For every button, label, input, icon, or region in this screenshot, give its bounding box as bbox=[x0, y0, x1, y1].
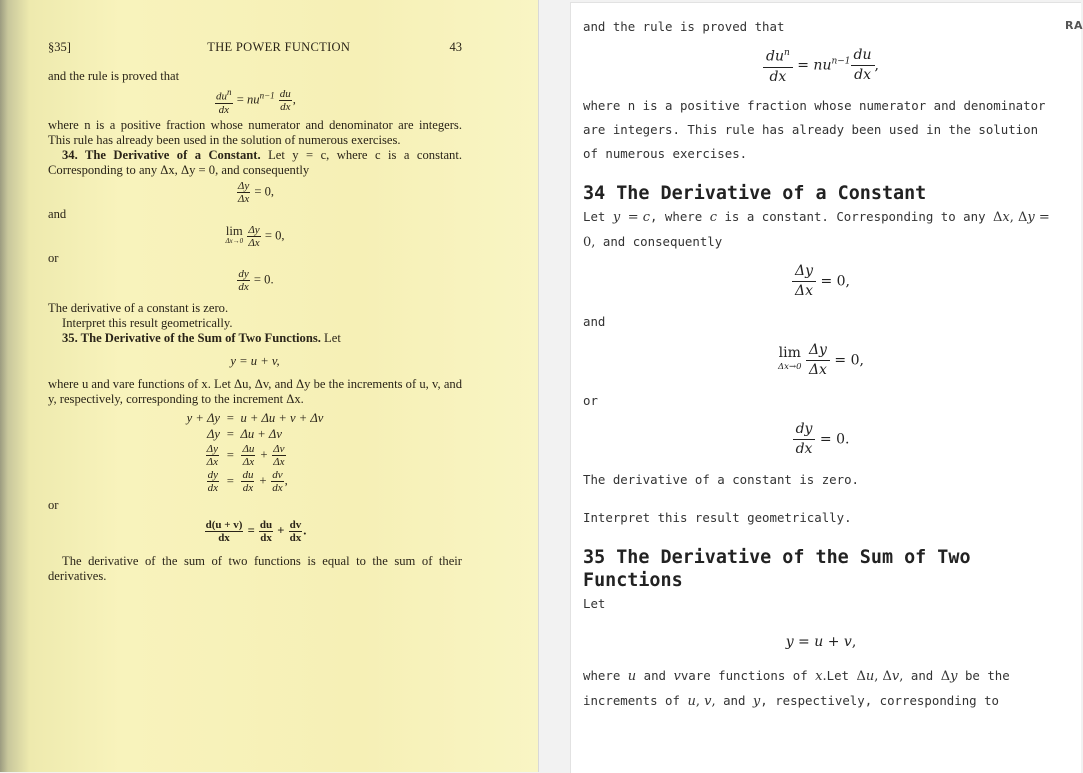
text-vare-functions: vare functions of bbox=[680, 667, 808, 683]
section-heading-35: 35 The Derivative of the Sum of Two Functions bbox=[583, 546, 971, 591]
scan-section-35-let: Let bbox=[324, 330, 341, 345]
text-paragraph bbox=[583, 94, 1059, 166]
text-let: Let bbox=[583, 208, 606, 224]
scan-equation-sum: y = u + v, bbox=[230, 353, 280, 368]
text-let: Let bbox=[826, 667, 850, 683]
text-where: , where bbox=[650, 208, 703, 224]
scan-equation-block: y + Δy = u + Δu + v + Δv Δy = Δu + Δv $\frac{\Delta y}{\Delta x}$ = $\frac{\Delta u}{\Delta x}$ + $\frac{\Delta v}{\Delta x}$ $\frac{dy}{dx}$ = $\frac{du}{dx}$ + $\frac{dv}{dx}$ , bbox=[186, 410, 324, 494]
scan-equation-sum-rule: $\frac{d(u + v)}{dx}$ = $\frac{du}{dx}$ + $\frac{dv}{dx}$ . bbox=[205, 518, 307, 544]
scan-equation-ratio: $\frac{\Delta y}{\Delta x}$ = 0, bbox=[237, 179, 275, 205]
scan-section-34-text: Let y = c, where c is a constant. Corresponding to any Δx, Δy = 0, and consequently bbox=[48, 147, 462, 177]
scanned-page-text bbox=[48, 40, 462, 584]
text-respectively: , respectively, corresponding to bbox=[760, 692, 999, 708]
scan-connector: or bbox=[48, 497, 59, 512]
section-marker: §35] bbox=[48, 40, 71, 54]
equation-limit: lim Δx→0 $\frac{\Delta y}{\Delta x}$ = 0, bbox=[778, 341, 864, 378]
scanned-page bbox=[0, 0, 539, 772]
text-paragraph: and the rule is proved that bbox=[583, 19, 785, 34]
text-and: and bbox=[643, 667, 667, 683]
text-be-the: be the bbox=[964, 667, 1010, 683]
scan-paragraph: where u and vare functions of x. Let Δu, Δv, and Δy be the increments of u, v, and y, respectively, corresponding to the increment Δx. bbox=[48, 376, 462, 406]
text-and: and bbox=[910, 667, 934, 683]
text-is-constant: is a constant. Corresponding to any bbox=[724, 208, 986, 224]
equation-ratio: $\frac{\Delta y}{\Delta x}$ = 0, bbox=[583, 263, 1059, 300]
text-and: and bbox=[723, 692, 746, 708]
equation-power-rule: $\frac{du^n}{dx}$ = $nu^{n-1}$ $\frac{du}{dx}$ , bbox=[583, 45, 1059, 86]
scan-equation-derivative: $\frac{dy}{dx}$ = 0. bbox=[238, 267, 274, 293]
equation-sum: y = u + v, bbox=[785, 633, 857, 650]
text-where: where bbox=[583, 667, 621, 683]
text-consequently: and consequently bbox=[602, 233, 723, 249]
text-connector: or bbox=[583, 392, 598, 408]
transcription-pane[interactable] bbox=[570, 2, 1081, 773]
scan-section-34-title: 34. The Derivative of a Constant. bbox=[62, 147, 261, 162]
running-title: THE POWER FUNCTION bbox=[207, 40, 351, 54]
equation-derivative-zero: $\frac{dy}{dx}$ = 0. bbox=[583, 421, 1059, 458]
page-number: 43 bbox=[449, 40, 462, 54]
text-paragraph: where u and vvare functions of x.Let Δu, Δv, and Δy be the increments of u, v, and y, respectively, corresponding to bbox=[583, 667, 1010, 709]
scan-paragraph: where n is a positive fraction whose numerator and denominator are integers. This rule has already been used in the solution of numerous exercises. bbox=[48, 117, 462, 147]
scan-italic-statement: The derivative of a constant is zero. bbox=[48, 300, 229, 315]
text-paragraph-body: where n is a positive fraction whose numerator and denominator are integers. This rule has already been used in the solution of numerous exercises. bbox=[583, 97, 1046, 161]
scan-paragraph: Interpret this result geometrically. bbox=[62, 315, 233, 330]
pane-tag: RA bbox=[1065, 19, 1083, 32]
text-paragraph: Interpret this result geometrically. bbox=[583, 509, 852, 525]
text-increments-of: increments of bbox=[583, 692, 680, 708]
text-connector: and bbox=[583, 313, 606, 329]
scan-connector: or bbox=[48, 250, 59, 265]
text-statement: The derivative of a constant is zero. bbox=[583, 471, 860, 487]
scan-equation-limit: lim Δx→0 $\frac{\Delta y}{\Delta x}$ = 0, bbox=[225, 223, 285, 249]
running-header bbox=[48, 40, 462, 55]
transcription-content bbox=[583, 3, 1059, 714]
scan-section-35-title: 35. The Derivative of the Sum of Two Functions. bbox=[62, 330, 321, 345]
scan-paragraph: and the rule is proved that bbox=[48, 69, 180, 83]
scan-section-34 bbox=[48, 148, 462, 178]
section-heading-34: 34 The Derivative of a Constant bbox=[583, 182, 927, 204]
scan-connector: and bbox=[48, 206, 67, 221]
scan-italic-statement: The derivative of the sum of two functions is equal to the sum of their derivatives. bbox=[48, 553, 462, 583]
scan-section-35 bbox=[48, 331, 462, 346]
scan-equation-power-rule: $du^n$ dx = $nu^{n-1}$ $\frac{du}{dx}$ , bbox=[216, 87, 296, 116]
text-let: Let bbox=[583, 595, 606, 611]
text-paragraph: Let y = c, where c is a constant. Corresponding to any Δx, Δy = 0, and consequently bbox=[583, 208, 1050, 250]
